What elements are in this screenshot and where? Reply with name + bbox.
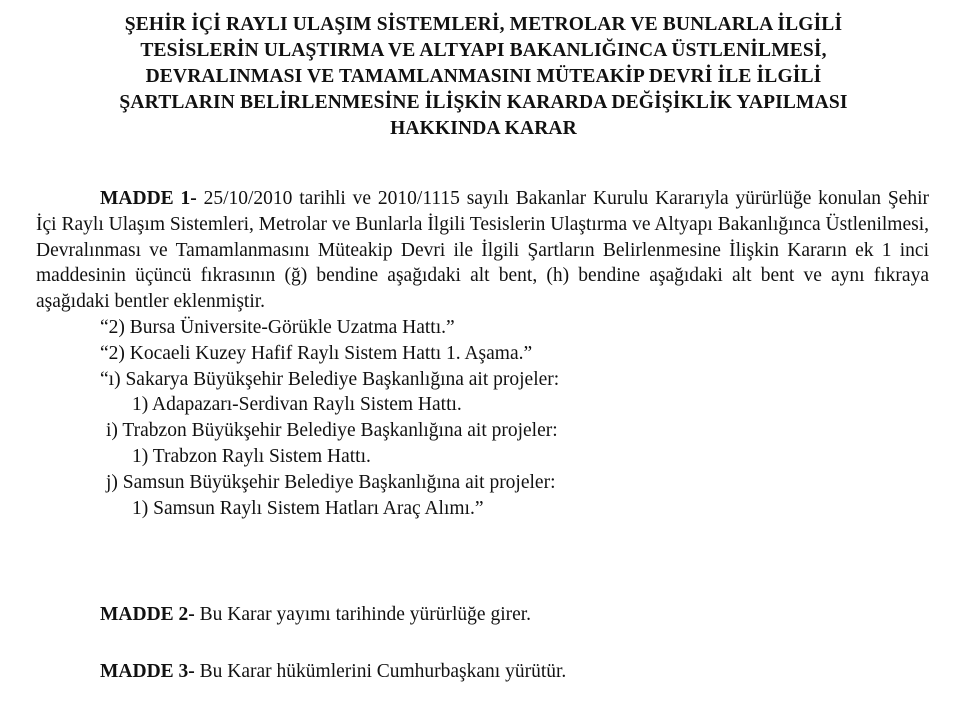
document-title [20, 12, 947, 142]
article-2 [100, 602, 531, 628]
title-line: ŞARTLARIN BELİRLENMESİNE İLİŞKİN KARARDA DEĞİŞİKLİK YAPILMASI [119, 92, 848, 113]
title-line: ŞEHİR İÇİ RAYLI ULAŞIM SİSTEMLERİ, METROLAR VE BUNLARLA İLGİLİ [124, 14, 843, 35]
quoted-line: “2) Kocaeli Kuzey Hafif Raylı Sistem Hattı 1. Aşama.” [100, 342, 533, 364]
article-1-label: MADDE 1- [100, 188, 197, 209]
article-3 [100, 659, 566, 685]
article-3-text: Bu Karar hükümlerini Cumhurbaşkanı yürütür. [194, 661, 567, 682]
quoted-line: i) Trabzon Büyükşehir Belediye Başkanlığına ait projeler: [106, 420, 558, 442]
quoted-line: “2) Bursa Üniversite-Görükle Uzatma Hattı.” [100, 316, 455, 338]
quoted-line: 1) Adapazarı-Serdivan Raylı Sistem Hattı. [132, 394, 462, 416]
quoted-line: j) Samsun Büyükşehir Belediye Başkanlığına ait projeler: [106, 471, 556, 493]
article-1 [36, 186, 929, 521]
article-1-text: 25/10/2010 tarihli ve 2010/1115 sayılı Bakanlar Kurulu Kararıyla yürürlüğe konulan Şehir İçi Raylı Ulaşım Sistemleri, Metrolar ve Bunlarla İlgili Tesislerin Ulaştırma ve Altyapı Bakanlığınca Üstlenilmesi, Devralınması ve Tamamlanmasını Müteakip Devri ile İlgili Şartların Belirlenmesine İlişkin Kararın ek 1 inci maddesinin üçüncü fıkrasının (ğ) bendine aşağıdaki alt bent, (h) bendine aşağıdaki alt bent ve aynı fıkraya aşağıdaki bentler eklenmiştir. [36, 188, 929, 313]
title-line: HAKKINDA KARAR [390, 118, 577, 139]
quoted-line: 1) Samsun Raylı Sistem Hatları Araç Alımı.” [132, 497, 484, 519]
article-2-label: MADDE 2- [100, 604, 195, 625]
title-line: DEVRALINMASI VE TAMAMLANMASINI MÜTEAKİP DEVRİ İLE İLGİLİ [145, 66, 822, 87]
quoted-line: 1) Trabzon Raylı Sistem Hattı. [132, 445, 371, 467]
article-3-label: MADDE 3- [100, 661, 195, 682]
article-2-text: Bu Karar yayımı tarihinde yürürlüğe girer. [194, 604, 532, 625]
title-line: TESİSLERİN ULAŞTIRMA VE ALTYAPI BAKANLIĞINCA ÜSTLENİLMESİ, [140, 40, 827, 61]
quoted-line: “ı) Sakarya Büyükşehir Belediye Başkanlığına ait projeler: [100, 368, 560, 390]
article-1-paragraph [36, 186, 929, 315]
